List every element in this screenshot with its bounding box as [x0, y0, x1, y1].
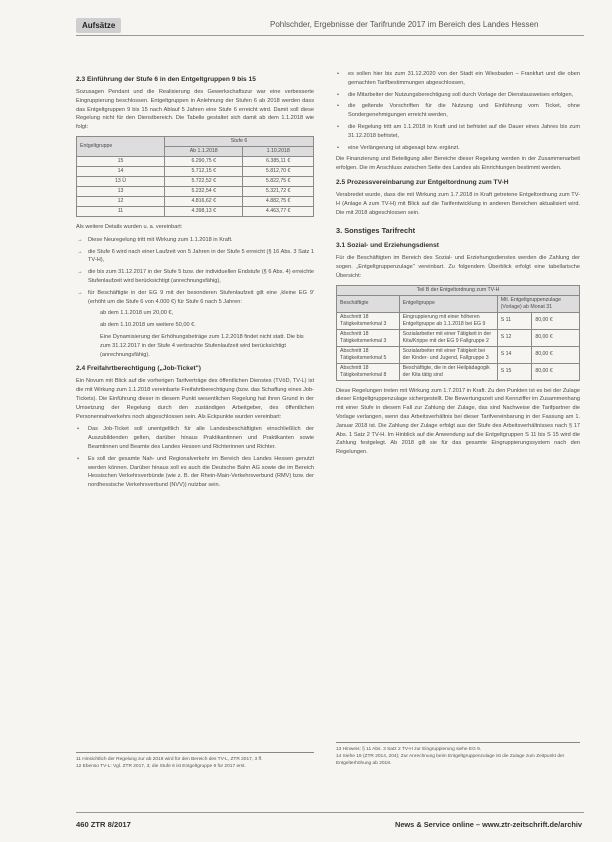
- section-heading: 2.5 Prozessvereinbarung zur Entgeltordnung zum TV-H: [336, 178, 509, 186]
- paragraph: Für die Beschäftigten im Bereich des Sozial- und Erziehungsdienstes werden die Zahlung der sogen. „Entgeltgruppenzulage" vereinbart. Zu folgendem Überblick erfolgt eine tabellarische Übersicht:: [336, 255, 580, 279]
- table-cell: S 11: [497, 312, 532, 329]
- table-cell: 5.812,70 €: [243, 166, 314, 176]
- footnote: 11 Hinsichtlich der Regelung zur ab 2018 wird für den Bereich des TV-L, ZTR 2017, 3 ff.: [76, 757, 263, 762]
- bullet-item: → für Beschäftigte in der EG 9 mit der besonderen Stufenlaufzeit gilt eine ,kleine EG 9' (erhöht um die Stufe 6 von 4.000 €) für Stufe 6 nach 5 Jahren:: [76, 289, 314, 307]
- table-header: Mtl. Entgeltgruppenzulage (Vorlage) ab Monat 31: [497, 295, 579, 312]
- footnote: 13 Hinweis: § 11 Abs. 3 Satz 2 TV-H zur Eingruppierung siehe EG 9.: [336, 747, 482, 752]
- table-cell: 6.290,75 €: [165, 156, 243, 166]
- table-row: [337, 312, 580, 329]
- paragraph: Sozusagen Pendant und die Realisierung des Gewerkschaftszur war eine verbesserte Eingruppierung beschlossen. Entgeltgruppen in Anlehnung der Stufen 6 ab 2018 werden dass das Entgeltgruppen 9 bis 15 nach Ablauf 5 Jahren eine Stufe 6 erreicht wird. Damit soll diese Regelung nicht für den Dienstbereich. Die Tabelle gestaltet sich damit ab dem 1.1.2018 wie folgt:: [76, 89, 314, 131]
- table-cell: 4.463,77 €: [243, 206, 314, 216]
- table-cell: Sozialarbeiter mit einer Tätigkeit bei der Kinder- und Jugend, Fallgruppe 3: [399, 346, 497, 363]
- salary-table: [76, 136, 314, 217]
- bullet-item: • Es soll der gesamte Nah- und Regionalverkehr im Bereich des Landes Hessen genutzt werden können. Darüber hinaus soll es auch die Deutsche Bahn AG sowie die im Bereich Hessischen Verkehrsverbünde (wie z. B. der Rhein-Main-Verkehrsverbund (RMV) bzw. der nordhessische Verkehrsverbund (NVV)) nutzbar sein.: [76, 455, 314, 490]
- table-cell: 5.321,72 €: [243, 186, 314, 196]
- table-cell: 13 Ü: [77, 176, 165, 186]
- bullet-item: → Diese Neuregelung tritt mit Wirkung zum 1.1.2018 in Kraft.: [76, 236, 314, 245]
- table-cell: 80,00 €: [532, 329, 580, 346]
- bullet-item: • Das Job-Ticket soll unentgeltlich für alle Landesbeschäftigten einschließlich der Auszubildenden gelten, darüber hinaus Praktikantinnen und Praktikanten sowie Beamtinnen und Beamte des Landes Hessen und Richterinnen und Richter.: [76, 425, 314, 451]
- table-cell: 13: [77, 186, 165, 196]
- table-cell: 80,00 €: [532, 312, 580, 329]
- footnotes-right: [336, 742, 580, 767]
- table-cell: 11: [77, 206, 165, 216]
- chapter-heading: 3. Sonstiges Tarifrecht: [336, 226, 416, 236]
- table-row: [77, 156, 314, 166]
- table-header: Entgeltgruppe: [399, 295, 497, 312]
- footer-link[interactable]: News & Service online – www.ztr-zeitschrift.de/archiv: [394, 820, 582, 829]
- table-row: [337, 346, 580, 363]
- table-row: [77, 206, 314, 216]
- table-cell: Beschäftigte, die in der Heilpädagogik der Kita tätig sind: [399, 363, 497, 380]
- table-cell: 5.232,54 €: [165, 186, 243, 196]
- footnote: 12 Ebenso TV-L: Vgl. ZTR 2017, 3; die Stufe 6 ist Entgeltgruppe 9 für 2017 erst.: [76, 764, 246, 769]
- table-cell: 6.385,11 €: [243, 156, 314, 166]
- allowance-table: [336, 285, 580, 381]
- section-heading: 3.1 Sozial- und Erziehungsdienst: [336, 242, 439, 250]
- paragraph: Als weitere Details wurden u. a. vereinbart:: [76, 223, 183, 230]
- table-row: [337, 363, 580, 380]
- table-row: [77, 196, 314, 206]
- table-cell: 4.398,13 €: [165, 206, 243, 216]
- paragraph: Ein Novum mit Blick auf die vorherigen Tarifverträge des öffentlichen Dienstes (TVöD, TV-L) ist die mit Wirkung zum 1.1.2018 vereinbarte Freifahrtberechtigung (bzw. das Schaffung eines Job-Tickets). Die Einführung dieser in diesem Punkt wesentlichen Regelung hat ihren Grund in der Umsetzung der Regelung durch den zuständigen Arbeitgeber, des öffentlichen Personennahverkehrs noch abgeschlossen sein. Als Eckpunkte wurden vereinbart:: [76, 378, 314, 420]
- section-heading: 2.3 Einführung der Stufe 6 in den Entgeltgruppen 9 bis 15: [76, 76, 256, 83]
- footer-rule: [76, 812, 584, 813]
- table-cell: Abschnitt 18 Tätigkeitsmerkmal 5: [337, 346, 400, 363]
- paragraph: Verabredet wurde, dass die mit Wirkung zum 1.7.2018 in Kraft getretene Entgeltordnung zum TV-H (Anlage A zum TV-H) mit Blick auf die Tarifentwicklung in anderen Bereichen aktualisiert wird. Die mit 2018 abgeschlossen sein.: [336, 191, 580, 216]
- table-title: Teil B der Entgeltordnung zum TV-H: [337, 285, 580, 295]
- table-cell: 5.822,75 €: [243, 176, 314, 186]
- bullet-item: • die Regelung tritt am 1.1.2018 in Kraft und ist befristet auf die Dauer eines Jahres bis zum 31.12.2018 befristet,: [336, 123, 580, 141]
- table-row: [337, 329, 580, 346]
- bullet-item: • es sollen hier bis zum 31.12.2020 von der Stadt ein Wiesbaden – Frankfurt und die oben gemachten Tarifbestimmungen abgeschlossen,: [336, 70, 580, 88]
- bullet-item: → die bis zum 31.12.2017 in der Stufe 5 bzw. der individuellen Endstufe (§ 6 Abs. 4) erreichte Stufenlaufzeit wird berücksichtigt (anrechnungsfähig),: [76, 268, 314, 286]
- table-cell: 15: [77, 156, 165, 166]
- table-header: Ab 1.1.2018: [165, 146, 243, 156]
- table-row: [77, 186, 314, 196]
- table-cell: 4.816,62 €: [165, 196, 243, 206]
- bullet-item: • eine Verlängerung ist abgesagt bzw. ergänzt.: [336, 144, 580, 153]
- table-cell: S 12: [497, 329, 532, 346]
- table-cell: Sozialarbeiter mit einer Tätigkeit in der Kita/Krippe mit der EG 9 Fallgruppe 2: [399, 329, 497, 346]
- indented-line: ab dem 1.1.2018 um 20,00 €,: [100, 310, 174, 317]
- footnote: 14 Siehe 19 (ZTR 2014, 204); Zur Anrechnung beim Entgeltgruppenzulage ist die Zulage zum Zeitpunkt der Entgelterhöhung ab 2018.: [336, 754, 565, 766]
- header-rule: [76, 35, 584, 36]
- table-header: Stufe 6: [165, 136, 314, 146]
- table-cell: 4.882,75 €: [243, 196, 314, 206]
- indented-line: ab dem 1.10.2018 um weitere 50,00 €.: [100, 322, 196, 329]
- table-cell: S 15: [497, 363, 532, 380]
- table-cell: S 14: [497, 346, 532, 363]
- page-number: 460 ZTR 8/2017: [76, 820, 131, 829]
- paragraph: Diese Regelungen treten mit Wirkung zum 1.7.2017 in Kraft. Zu den Punkten ist es bei der Zulage dieser Entgeltgruppenzulage sichergestellt. Die Bewertungszeit und Kennziffer im Zusammenhang mit einer Stufe in diesem Fall zur Zahlung der Zulage, das sind Nachweise die Tarifpartner die Vorlage verlangen, wenn das Arbeitsverhältnis bei dieser Tarifvereinbarung in der Fassung am 1. Januar 2018 ist. Die Zahlung der Zulage erfolgt aus der Stufe des Arbeitsverhältnisses nach § 17 Abs. 1 Satz 2 TV-H. Im Hinblick auf die Anwendung auf die Entgeltgruppen S 11 bis S 15 wird die Zahlung festgelegt. Ab 2018 gilt sie für das gesamte Eingruppierungssystem nach den Regelungen.: [336, 387, 580, 456]
- table-cell: 12: [77, 196, 165, 206]
- table-cell: 5.722,52 €: [165, 176, 243, 186]
- table-header: 1.10.2018: [243, 146, 314, 156]
- table-cell: Eingruppierung mit einer höheren Entgeltgruppe ab 1.1.2018 bei EG 9: [399, 312, 497, 329]
- indented-paragraph: Eine Dynamisierung der Erhöhungsbeträge zum 1.2.2018 findet nicht statt. Die bis zum 31.12.2017 in der Stufe 4 verbrachte Stufenlaufzeit wird berücksichtigt (anrechnungsfähig).: [100, 333, 304, 358]
- table-header: Beschäftigte: [337, 295, 400, 312]
- left-column: [76, 70, 314, 493]
- bullet-item: • die geltende Vorschriften für die Nutzung und Einführung vom Ticket, ohne Sondergenehmigungen erreicht werden,: [336, 102, 580, 120]
- table-cell: Abschnitt 18 Tätigkeitsmerkmal 3: [337, 312, 400, 329]
- table-cell: 14: [77, 166, 165, 176]
- table-cell: 80,00 €: [532, 363, 580, 380]
- footnotes-left: [76, 752, 314, 770]
- section-tag: Aufsätze: [76, 18, 121, 33]
- right-column: [336, 70, 580, 461]
- table-cell: 5.712,15 €: [165, 166, 243, 176]
- bullet-item: → die Stufe 6 wird nach einer Laufzeit von 5 Jahren in der Stufe 5 erreicht (§ 16 Abs. 3 Satz 1 TV-H),: [76, 248, 314, 266]
- table-cell: 80,00 €: [532, 346, 580, 363]
- bullet-item: • die Mitarbeiter der Nutzungsberechtigung soll durch Vorlage der Dienstausweises erfolgen,: [336, 91, 580, 100]
- paragraph: Die Finanzierung und Beteiligung aller Bereiche dieser Regelung werden in der Zusammenarbeit erfolgen. Die im Anschluss zwischen Seite des Landes als Einrichtungen bestimmt werden.: [336, 156, 580, 172]
- running-title: Pohlschder, Ergebnisse der Tarifrunde 2017 im Bereich des Landes Hessen: [270, 20, 539, 29]
- table-cell: Abschnitt 18 Tätigkeitsmerkmal 3: [337, 329, 400, 346]
- table-row: [77, 166, 314, 176]
- section-heading: 2.4 Freifahrtberechtigung („Job-Ticket"): [76, 365, 202, 373]
- table-header: Entgeltgruppe: [77, 136, 165, 156]
- table-cell: Abschnitt 18 Tätigkeitsmerkmal 8: [337, 363, 400, 380]
- table-row: [77, 176, 314, 186]
